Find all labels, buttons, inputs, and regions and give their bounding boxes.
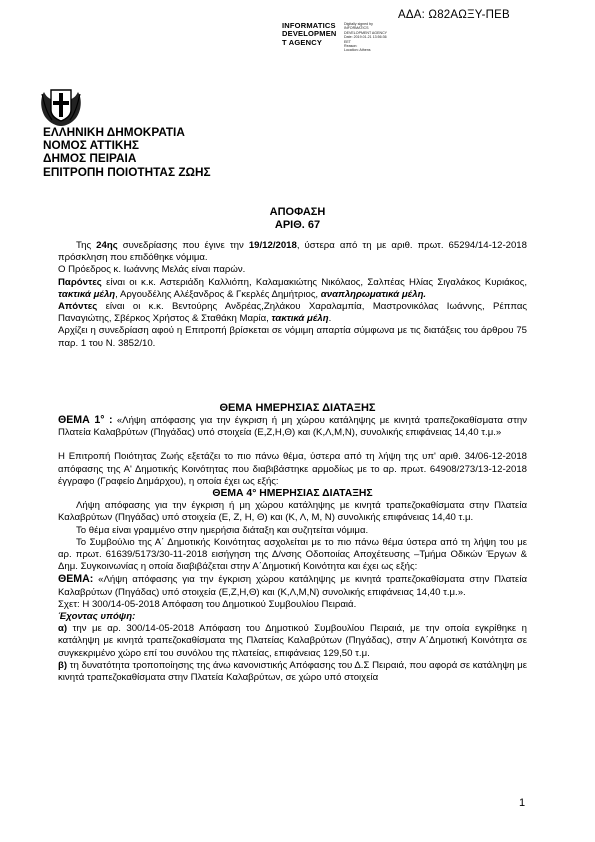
text-run: , Αργουδέλης Αλέξανδρος & Γκερλές Δημήτριος, <box>115 288 321 300</box>
signature-detail-line: DEVELOPMENT AGENCY <box>344 30 388 35</box>
council-paragraph: Το Συμβούλιο της Α΄ Δημοτικής Κοινότητας ασχολείται με το πιο πάνω θέμα ύστερα από τη λήψη του με αρ. πρωτ. 61639/5173/30-11-2018 εισήγηση της Δ/νσης Οδοποιίας Αποχέτευσης –Τμήμα Οδικών Έργων & Δημ. Συγκοινωνίας η οποία διαβιβάζεται στην Α΄Δημοτική Κοινότητα και έχει ως εξής: <box>58 536 527 573</box>
agenda-block <box>58 414 527 684</box>
decision-title: ΑΠΟΦΑΣΗ <box>269 206 326 218</box>
item-a-label: α) <box>58 623 68 635</box>
regular-members-label: τακτικά μέλη <box>58 288 116 300</box>
intro-absent-paragraph <box>58 301 527 325</box>
signature-detail-line: Reason: <box>344 44 358 49</box>
signature-detail-line: INFORMATICS <box>344 26 369 31</box>
item-b-label: β) <box>58 659 68 671</box>
page-number: 1 <box>519 797 526 809</box>
theme-label: ΘΕΜΑ: <box>58 573 94 586</box>
exam-paragraph: Η Επιτροπή Ποιότητας Ζωής εξετάζει το πιο πάνω θέμα, ύστερα από τη λήψη της υπ' αριθ. 34/06-12-2018 απόφασης της Α' Δημοτικής Κοινότητας που διαβιβάστηκε αρμοδίως με το αρ. πρωτ. 64908/273/13-12-2018 έγγραφο (Γραφείο Δημάρχου), η οποία έχει ως εξής: <box>58 451 527 487</box>
topic-text: «Λήψη απόφασης για την έγκριση ή μη χώρου κατάληψης με κινητά τραπεζοκαθίσματα στην Πλατεία Καλαβρύτων (Πηγάδας) υπό στοιχεία (Ε,Ζ,Η,Θ) και (Κ,Λ,Μ,Ν), συνολικής επιφάνειας 14,40 τ.μ.» <box>58 415 527 439</box>
item-a-text: την με αρ. 300/14-05-2018 Απόφαση του Δημοτικού Συμβουλίου Πειραιά, με την οποία εγκρίθηκε η κατάληψη με κινητά τραπεζοκαθίσματα της Πλατείας Καλαβρύτων (Πηγάδας), στην Α΄Δημοτική Κοινότητα σε συγκεκριμένο χώρο επί του συνόλου της πλατείας, επιφάνειας 129,50 τ.μ. <box>58 623 527 659</box>
regular-members-label: τακτικά μέλη <box>271 313 329 325</box>
theme-paragraph <box>58 573 527 598</box>
reference-paragraph: Σχετ: Η 300/14-05-2018 Απόφαση του Δημοτικού Συμβουλίου Πειραιά. <box>58 598 357 610</box>
signature-detail-line: Location: Athens <box>344 48 371 53</box>
agenda-heading-4: ΘΕΜΑ 4° ΗΜΕΡΗΣΙΑΣ ΔΙΑΤΑΞΗΣ <box>212 488 373 500</box>
digital-signature-agency <box>282 22 337 47</box>
item-b-text: τη δυνατότητα τροποποίησης της άνω κανονιστικής Απόφασης του Δ.Σ Πειραιά, που αφορά σε κατάληψη με κινητά τραπεζοκαθίσματα στην Πλατεία Καλαβρύτων, σε χώρο υπό στοιχεία <box>58 659 527 684</box>
greek-coat-of-arms-icon <box>38 82 84 128</box>
authority-line-4: ΕΠΙΤΡΟΠΗ ΠΟΙΟΤΗΤΑΣ ΖΩΗΣ <box>43 164 211 179</box>
text-run: είναι οι κ.κ. Αστεριάδη Καλλιόπη, Καλαμακιώτης Νικόλαος, Σαλπέας Ηλίας Σιγαλάκος Κυριάκος, <box>101 276 527 288</box>
text-run: Της <box>76 240 97 251</box>
authority-line-1: ΕΛΛΗΝΙΚΗ ΔΗΜΟΚΡΑΤΙΑ <box>43 125 185 139</box>
decision-number: ΑΡΙΘ. 67 <box>274 219 321 231</box>
text-run: . <box>328 313 332 325</box>
text-run: είναι οι κ.κ. Βεντούρης Ανδρέας,Ζηλάκου Χαραλαμπία, Μαστρονικόλας Ιωάννης, Ρέππας Παναγιώτης, Σβέρκος Χρήστος & Σταθάκη Μαρία, <box>58 301 527 325</box>
intro-present-paragraph <box>58 277 527 301</box>
session-number: 24ης <box>96 240 118 251</box>
authority-line-2: ΝΟΜΟΣ ΑΤΤΙΚΗΣ <box>43 138 139 153</box>
ada-code: ΑΔΑ: Ω82ΑΩΞΥ-ΠΕΒ <box>398 9 510 21</box>
having-heading: Έχοντας υπόψη: <box>58 611 136 623</box>
signature-detail-line: EET <box>344 39 351 44</box>
theme-text: «Λήψη απόφασης για την έγκριση χώρου κατάληψης με κινητά τραπεζοκαθίσματα στην Πλατεία Καλαβρύτων (Πηγάδας) υπό στοιχεία (Ε,Ζ,Η,Θ) και (Κ,Λ,Μ,Ν) συνολικής επιφάνειας 14,40 τ.μ.». <box>58 574 527 598</box>
alternate-members-label: αναπληρωματικά μέλη. <box>320 288 427 300</box>
absent-label: Απόντες <box>58 301 98 313</box>
agenda-heading: ΘΕΜΑ ΗΜΕΡΗΣΙΑΣ ΔΙΑΤΑΞΗΣ <box>219 402 376 414</box>
digital-signature-details <box>344 22 434 53</box>
item-a-paragraph <box>58 623 527 660</box>
agency-line: DEVELOPMEN <box>282 29 337 39</box>
topic-paragraph <box>58 414 527 439</box>
text-run: συνεδρίασης που έγινε την <box>117 240 249 251</box>
present-label: Παρόντες <box>58 276 102 288</box>
intro-block <box>58 240 527 350</box>
intro-president-paragraph: Ο Πρόεδρος κ. Ιωάννης Μελάς είναι παρών. <box>58 264 246 276</box>
signature-detail-line: Date: 2019.01.21 13:56:36 <box>344 35 387 40</box>
agency-line: INFORMATICS <box>282 21 336 30</box>
written-paragraph: Το θέμα είναι γραμμένο στην ημερήσια διάταξη και συζητείται νόμιμα. <box>76 524 369 536</box>
issuing-authority <box>43 126 211 179</box>
agency-line: T AGENCY <box>282 37 323 47</box>
intro-session-paragraph <box>58 240 527 264</box>
topic-label: ΘΕΜΑ 1° : <box>58 414 113 426</box>
topic4-paragraph: Λήψη απόφασης για την έγκριση ή μη χώρου κατάληψης με κινητά τραπεζοκαθίσματα στην Πλατεία Καλαβρύτων (Πηγάδας) υπό στοιχεία (Ε, Ζ, Η, Θ) και (Κ, Λ, Μ, Ν) συνολικής επιφάνειας 14,40 τ.μ. <box>58 500 527 524</box>
authority-line-3: ΔΗΜΟΣ ΠΕΙΡΑΙΑ <box>43 151 137 166</box>
item-b-paragraph <box>58 660 527 684</box>
intro-quorum-paragraph: Αρχίζει η συνεδρίαση αφού η Επιτροπή βρίσκεται σε νόμιμη απαρτία σύμφωνα με τις διατάξεις του άρθρου 75 παρ. 1 του Ν. 3852/10. <box>58 325 527 349</box>
text-run: , ύστερα από τη με αριθ. πρωτ. 65294/14-12-2018 πρόσκληση που επιδόθηκε νόμιμα. <box>58 240 527 264</box>
session-date: 19/12/2018 <box>248 240 297 251</box>
signature-detail-line: Digitally signed by <box>344 22 373 26</box>
